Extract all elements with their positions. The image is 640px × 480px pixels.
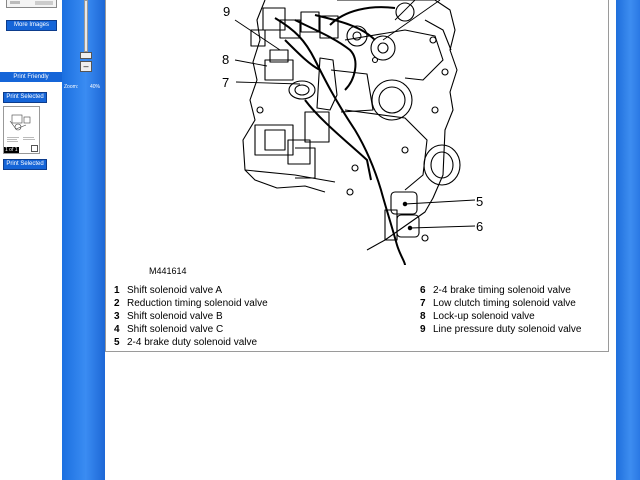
thumbnail-count: 1 of 1 bbox=[5, 147, 18, 153]
zoom-slider-handle[interactable] bbox=[80, 52, 92, 59]
top-thumbnail[interactable] bbox=[6, 0, 57, 8]
legend-item bbox=[420, 324, 581, 335]
legend-item bbox=[114, 285, 222, 296]
callout-6: 6 bbox=[476, 219, 484, 234]
thumbnail-checkbox[interactable] bbox=[31, 145, 38, 152]
legend-text: Shift solenoid valve B bbox=[127, 311, 223, 322]
legend-number: 9 bbox=[420, 324, 426, 335]
legend-number: 7 bbox=[420, 298, 426, 309]
legend-number: 4 bbox=[114, 324, 120, 335]
legend-item bbox=[420, 285, 571, 296]
more-images-button[interactable]: More Images bbox=[6, 20, 57, 31]
legend-text: Shift solenoid valve A bbox=[127, 285, 223, 296]
callout-9: 9 bbox=[223, 4, 231, 19]
zoom-label: Zoom: bbox=[64, 84, 79, 90]
valve-body-diagram bbox=[105, 0, 609, 270]
print-selected-button-2[interactable]: Print Selected bbox=[3, 159, 47, 170]
callout-8: 8 bbox=[222, 52, 230, 67]
legend-text: 2-4 brake duty solenoid valve bbox=[127, 337, 258, 348]
zoom-value: 40% bbox=[90, 84, 101, 90]
right-scroll-bar[interactable] bbox=[616, 0, 640, 480]
callout-5: 5 bbox=[476, 194, 484, 209]
legend-text: Low clutch timing solenoid valve bbox=[433, 298, 576, 309]
zoom-out-button[interactable]: – bbox=[80, 61, 92, 72]
legend-item bbox=[114, 298, 268, 309]
legend-item bbox=[114, 337, 257, 348]
legend-number: 6 bbox=[420, 285, 426, 296]
legend-item bbox=[114, 311, 223, 322]
callout-7: 7 bbox=[222, 75, 230, 90]
legend-text: Shift solenoid valve C bbox=[127, 324, 224, 335]
legend-text: Reduction timing solenoid valve bbox=[127, 298, 268, 309]
figure-id: M441614 bbox=[149, 266, 187, 276]
left-panel bbox=[0, 0, 62, 480]
legend-text: Line pressure duty solenoid valve bbox=[433, 324, 582, 335]
legend-number: 5 bbox=[114, 337, 120, 348]
print-friendly-header: Print Friendly bbox=[0, 72, 62, 82]
print-selected-button[interactable]: Print Selected bbox=[3, 92, 47, 103]
legend-text: Lock-up solenoid valve bbox=[433, 311, 535, 322]
legend-number: 3 bbox=[114, 311, 120, 322]
legend-number: 2 bbox=[114, 298, 120, 309]
legend-text: 2-4 brake timing solenoid valve bbox=[433, 285, 571, 296]
legend-item bbox=[420, 311, 535, 322]
legend-item bbox=[420, 298, 576, 309]
legend-number: 8 bbox=[420, 311, 426, 322]
legend-number: 1 bbox=[114, 285, 120, 296]
zoom-slider-track[interactable] bbox=[84, 0, 88, 52]
legend-item bbox=[114, 324, 223, 335]
image-thumbnail[interactable] bbox=[3, 106, 40, 154]
zoom-panel bbox=[62, 0, 105, 480]
